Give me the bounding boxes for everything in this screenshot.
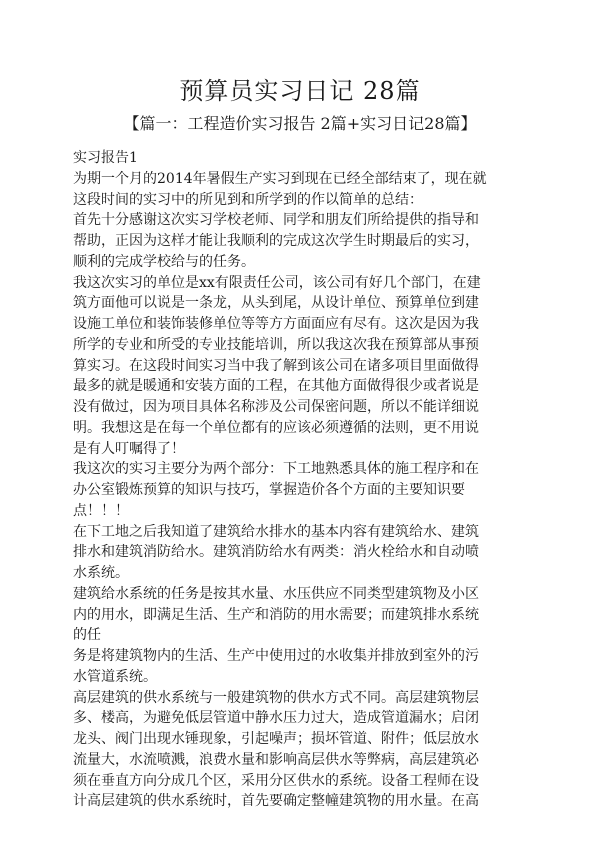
body-text-line: 多、楼高，为避免低层管道中静水压力过大，造成管道漏水；启闭 bbox=[73, 710, 479, 727]
body-text-line: 龙头、阀门出现水锤现象，引起噪声；损坏管道、附件；低层放水 bbox=[73, 731, 479, 747]
body-text-line: 是有人叮嘱得了！ bbox=[73, 440, 185, 457]
body-text-line: 这段时间的实习中的所见到和所学到的作以简单的总结： bbox=[73, 191, 423, 208]
body-text-line: 没有做过，因为项目具体名称涉及公司保密问题，所以不能详细说 bbox=[73, 399, 479, 415]
body-text-line: 算实习。在这段时间实习当中我了解到该公司在诸多项目里面做得 bbox=[73, 357, 479, 374]
body-text-line: 内的用水，即满足生活、生产和消防的用水需要；而建筑排水系统 bbox=[73, 606, 479, 623]
body-text-line: 设施工单位和装饰装修单位等等方方面面应有尽有。这次是因为我 bbox=[73, 316, 479, 332]
body-text-line: 顺利的完成学校给与的任务。 bbox=[73, 253, 255, 270]
body-text-line: 我这次实习的单位是xx有限责任公司，该公司有好几个部门，在建 bbox=[73, 274, 481, 291]
body-text-line: 在下工地之后我知道了建筑给水排水的基本内容有建筑给水、建筑 bbox=[73, 523, 479, 540]
document-body bbox=[73, 148, 493, 812]
body-text-line: 的任 bbox=[73, 627, 101, 644]
body-text-line: 筑方面他可以说是一条龙，从头到尾，从设计单位、预算单位到建 bbox=[73, 295, 479, 312]
body-text-line: 排水和建筑消防给水。建筑消防给水有两类：消火栓给水和自动喷 bbox=[73, 544, 479, 561]
document-subtitle: 【篇一：工程造价实习报告 2篇+实习日记28篇】 bbox=[123, 114, 477, 133]
body-text-line: 须在垂直方向分成几个区，采用分区供水的系统。设备工程师在设 bbox=[73, 772, 479, 789]
document-title: 预算员实习日记 28篇 bbox=[179, 77, 421, 105]
body-text-line: 水系统。 bbox=[73, 565, 129, 581]
body-text-line: 务是将建筑物内的生活、生产中使用过的水收集并排放到室外的污 bbox=[73, 648, 479, 664]
body-text-line: 明。我想这是在每一个单位都有的应该必须遵循的法则，更不用说 bbox=[73, 419, 479, 436]
body-text-line: 流量大，水流喷溅，浪费水量和影响高层供水等弊病，高层建筑必 bbox=[73, 751, 479, 768]
body-text-line: 我这次的实习主要分为两个部分：下工地熟悉具体的施工程序和在 bbox=[73, 461, 479, 478]
body-text-line: 实习报告1 bbox=[73, 150, 138, 166]
body-text-line: 最多的就是暖通和安装方面的工程，在其他方面做得很少或者说是 bbox=[73, 378, 479, 395]
body-text-line: 为期一个月的2014年暑假生产实习到现在已经全部结束了，现在就 bbox=[73, 170, 487, 187]
body-text-line: 计高层建筑的供水系统时，首先要确定整幢建筑物的用水量。在高 bbox=[73, 793, 479, 810]
body-text-line: 首先十分感谢这次实习学校老师、同学和朋友们所给提供的指导和 bbox=[73, 212, 479, 229]
body-text-line: 帮助，正因为这样才能让我顺利的完成这次学生时期最后的实习， bbox=[73, 233, 479, 249]
body-text-line: 办公室锻炼预算的知识与技巧，掌握造价各个方面的主要知识要 bbox=[73, 482, 465, 498]
body-text-line: 高层建筑的供水系统与一般建筑物的供水方式不同。高层建筑物层 bbox=[73, 689, 479, 706]
body-text-line: 点！！！ bbox=[73, 502, 129, 519]
body-text-line: 建筑给水系统的任务是按其水量、水压供应不同类型建筑物及小区 bbox=[73, 585, 479, 602]
body-text-line: 水管道系统。 bbox=[73, 668, 157, 685]
body-text-line: 所学的专业和所受的专业技能培训，所以我这次我在预算部从事预 bbox=[73, 336, 479, 353]
